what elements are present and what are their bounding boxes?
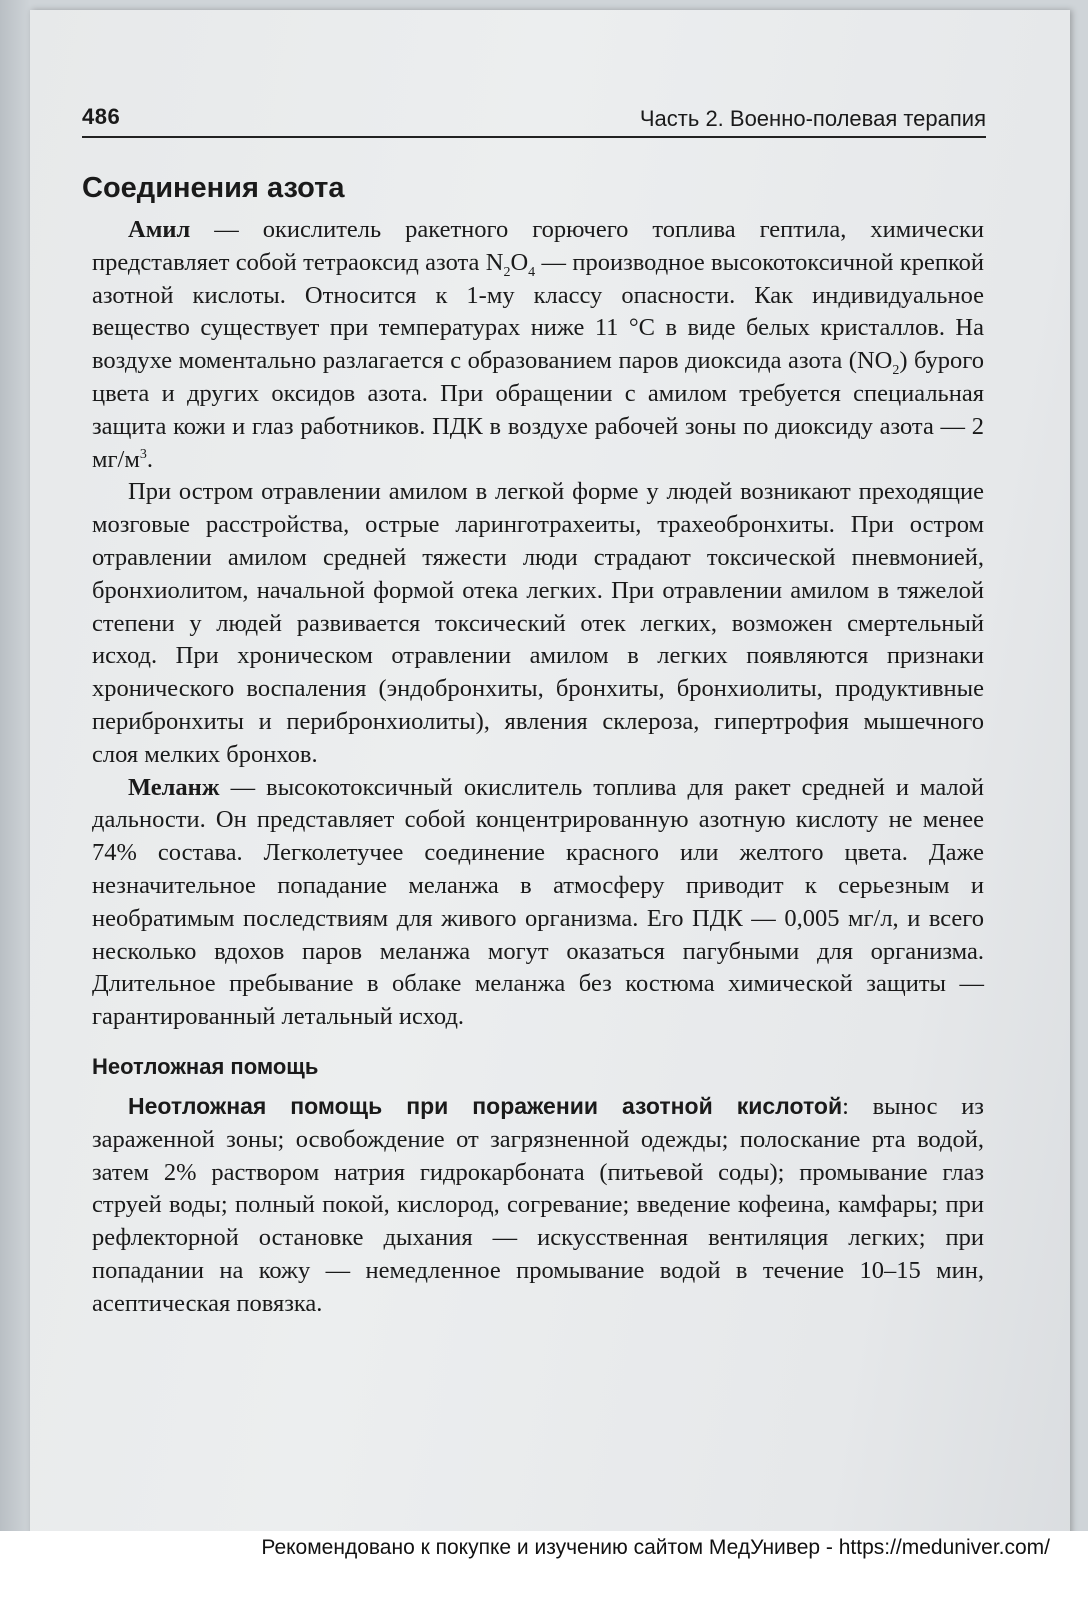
running-title: Часть 2. Военно-полевая терапия (639, 106, 986, 131)
term-amil: Амил (128, 216, 191, 243)
paragraph-melange: Меланж — высокотоксичный окислитель топлива для ракет средней и малой дальности. Он представляет собой концентрированную азотную кислоту не менее 74% состава. Легколетучее соединение красного или желтого цвета. Даже незначительное попадание меланжа в атмосферу приводит к серьезным и необратимым последствиям для живого организма. Его ПДК — 0,005 мг/л, и всего несколько вдохов паров меланжа могут оказаться пагубными для организма. Длительное пребывание в облаке меланжа без костюма химической защиты — гарантированный летальный исход. (92, 773, 984, 1031)
page-content (82, 168, 984, 1321)
footer-recommendation: Рекомендовано к покупке и изучению сайтом МедУнивер - https://meduniver.com/ (261, 1536, 1050, 1559)
term-emergency-aid: Неотложная помощь при поражении азотной кислотой (128, 1092, 843, 1119)
term-melange: Меланж (128, 773, 220, 801)
page-header (82, 100, 986, 138)
page-edge-shadow (0, 0, 30, 1600)
subsection-title: Неотложная помощь (92, 1053, 319, 1079)
section-title: Соединения азота (82, 172, 345, 204)
paragraph-amil: Амил — окислитель ракетного горючего топлива гептила, химически представляет собой тетраоксид азота $N_2O_4$ — производное высокотоксичной крепкой азотной кислоты. Относится к 1-му классу опасности. Как индивидуальное вещество существует при температурах ниже 11 °С в виде белых кристаллов. На воздухе моментально разлагается с образованием паров диоксида азота $(NO_2)$ бурого цвета и других оксидов азота. При обращении с амилом требуется специальная защита кожи и глаз работников. ПДК в воздухе рабочей зоны по диоксиду азота — 2 $мг/м^3$. (92, 216, 984, 473)
paragraph-amil-poisoning: При остром отравлении амилом в легкой форме у людей возникают преходящие мозговые расстройства, острые ларинготрахеиты, трахеобронхиты. При остром отравлении амилом средней тяжести люди страдают токсической пневмонией, бронхиолитом, начальной формой отека легких. При отравлении амилом в тяжелой степени у людей развивается токсический отек легких, возможен смертельный исход. При хроническом отравлении амилом в легких появляются признаки хронического воспаления (эндобронхиты, бронхиты, бронхиолиты, продуктивные перибронхиты и перибронхиолиты), явления склероза, гипертрофия мышечного слоя мелких бронхов. (92, 478, 984, 768)
paragraph-emergency-aid: Неотложная помощь при поражении азотной кислотой: вынос из зараженной зоны; освобождение от загрязненной одежды; полоскание рта водой, затем 2% раствором натрия гидрокарбоната (питьевой соды); промывание глаз струей воды; полный покой, кислород, согревание; введение кофеина, камфары; при рефлекторной остановке дыхания — искусственная вентиляция легких; при попадании на кожу — немедленное промывание водой в течение 10–15 мин, асептическая повязка. (92, 1092, 984, 1317)
page-number: 486 (82, 104, 121, 129)
